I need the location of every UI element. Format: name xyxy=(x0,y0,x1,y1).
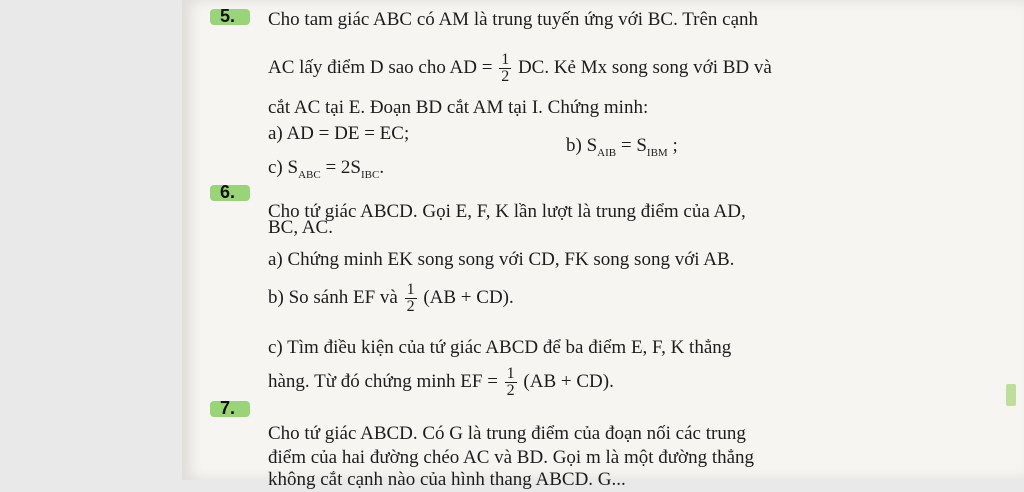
problem-6-part-c-line-2: hàng. Từ đó chứng minh EF = $\frac{1}{2}$ (AB + CD). xyxy=(268,365,614,399)
highlight-mark xyxy=(1006,384,1016,406)
problem-7-number: 7. xyxy=(220,398,235,419)
problem-5-number: 5. xyxy=(220,6,235,27)
problem-6-part-a: a) Chứng minh EK song song với CD, FK song song với AB. xyxy=(268,249,735,270)
fraction-one-half: $\frac{1}{2}$ xyxy=(406,281,415,315)
problem-5-line-3: cắt AC tại E. Đoạn BD cắt AM tại I. Chứng minh: xyxy=(268,97,649,118)
problem-6-part-b: b) So sánh EF và $\frac{1}{2}$ (AB + CD). xyxy=(268,281,514,315)
fraction-one-half: $\frac{1}{2}$ xyxy=(501,51,510,85)
problem-7-line-2: điểm của hai đường chéo AC và BD. Gọi m là một đường thẳng xyxy=(268,447,755,468)
problem-6-line-1: Cho tứ giác ABCD. Gọi E, F, K lần lượt là trung điểm của AD, xyxy=(268,201,746,222)
problem-5-part-c: c) $S_{ABC} = 2S_{IBC}$. xyxy=(268,157,385,181)
problem-5-part-b: b) $S_{AIB} = S_{IBM}$ ; xyxy=(566,135,678,159)
problem-7-line-3: không cắt cạnh nào của hình thang ABCD. G... xyxy=(268,469,626,490)
problem-7-line-1: Cho tứ giác ABCD. Có G là trung điểm của đoạn nối các trung xyxy=(268,423,746,444)
problem-5-part-a: a) AD = DE = EC; xyxy=(268,123,410,144)
problem-5-line-2: AC lấy điểm D sao cho AD = $\frac{1}{2}$ DC. Kẻ Mx song song với BD và xyxy=(268,51,772,85)
problem-6-line-2: BC, AC. xyxy=(268,217,333,238)
problem-5-line-1: Cho tam giác ABC có AM là trung tuyến ứng với BC. Trên cạnh xyxy=(268,9,759,30)
book-page xyxy=(182,0,1024,490)
problem-6-part-c-line-1: c) Tìm điều kiện của tứ giác ABCD để ba điểm E, F, K thẳng xyxy=(268,337,732,358)
problem-6-number: 6. xyxy=(220,182,235,203)
fraction-one-half: $\frac{1}{2}$ xyxy=(506,365,515,399)
